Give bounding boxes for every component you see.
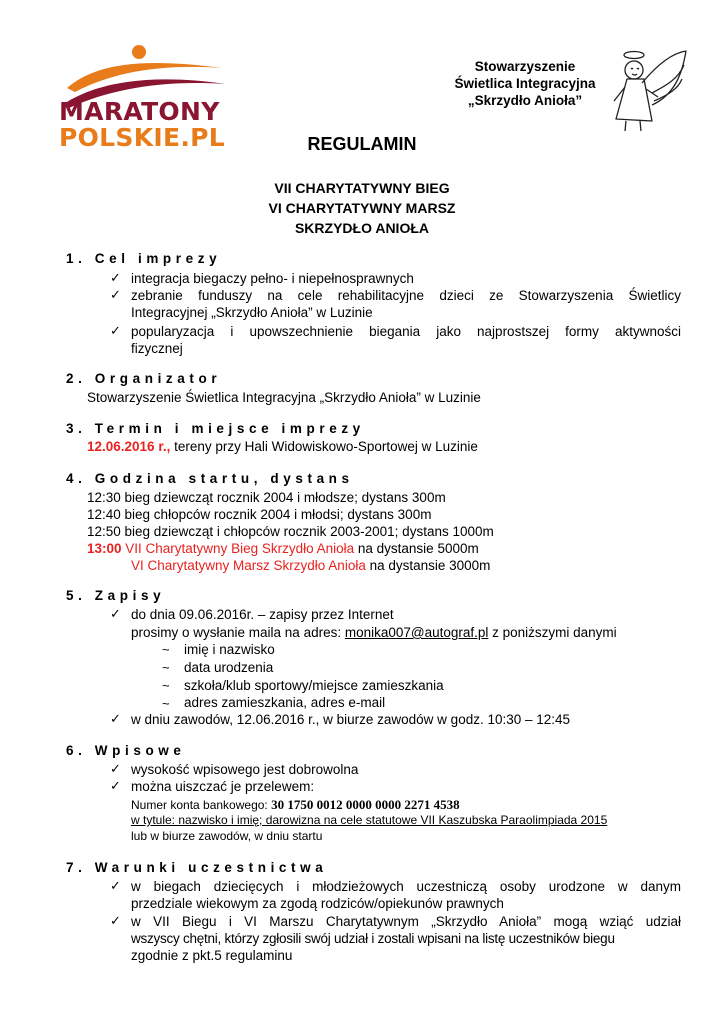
bank-account-number: 30 1750 0012 0000 0000 2271 4538 bbox=[271, 797, 460, 812]
section-heading-start-time: 4. Godzina startu, dystans bbox=[66, 471, 354, 486]
transfer-title-line bbox=[131, 812, 607, 829]
subtitle-line-1: VII CHARYTATYWNY BIEG bbox=[274, 180, 450, 196]
section-heading-conditions: 7. Warunki uczestnictwa bbox=[66, 860, 328, 875]
condition-1-line-1: w biegach dziecięcych i młodzieżowych uczestniczą osoby urodzone w danym bbox=[131, 879, 681, 894]
condition-1-line-2: przedziale wiekowym za zgodą rodziców/opiekunów prawnych bbox=[131, 896, 504, 911]
registration-on-site: w dniu zawodów, 12.06.2016 r., w biurze zawodów w godz. 10:30 – 12:45 bbox=[131, 712, 571, 727]
association-line-1: Stowarzyszenie bbox=[474, 59, 576, 74]
required-field-4: adres zamieszkania, adres e-mail bbox=[184, 695, 386, 710]
goal-item-3-line-1: popularyzacja i upowszechnienie biegania jako najprostszej formy aktywności bbox=[131, 324, 681, 339]
section-heading-organizer: 2. Organizator bbox=[66, 371, 222, 386]
required-field-1: imię i nazwisko bbox=[184, 642, 275, 657]
schedule-line-5 bbox=[131, 557, 490, 574]
event-subtitle bbox=[0, 178, 724, 238]
check-icon: ✓ bbox=[110, 778, 121, 793]
schedule-line-2: 12:40 bieg chłopców rocznik 2004 i młodsi; dystans 300m bbox=[87, 507, 432, 522]
main-run-name: VII Charytatywny Bieg Skrzydło Anioła bbox=[121, 541, 355, 556]
check-icon: ✓ bbox=[110, 287, 121, 302]
check-icon: ✓ bbox=[110, 878, 121, 893]
registration-online: do dnia 09.06.2016r. – zapisy przez Internet bbox=[131, 607, 394, 622]
email-suffix: z poniższymi danymi bbox=[488, 625, 617, 640]
check-icon: ✓ bbox=[110, 323, 121, 338]
required-field-2: data urodzenia bbox=[184, 660, 274, 675]
condition-2-line-3: zgodnie z pkt.5 regulaminu bbox=[131, 948, 293, 963]
section-heading-registration: 5. Zapisy bbox=[66, 588, 166, 603]
fee-transfer: można uiszczać je przelewem: bbox=[131, 779, 315, 794]
logo-line-1: MARATONY bbox=[59, 97, 220, 126]
email-prefix: prosimy o wysłanie maila na adres: bbox=[131, 625, 345, 640]
condition-2-line-1: w VII Biegu i VI Marszu Charytatywnym „Skrzydło Anioła” mogą wziąć udział bbox=[131, 914, 681, 929]
main-run-distance: na dystansie 5000m bbox=[354, 541, 479, 556]
email-link[interactable]: monika007@autograf.pl bbox=[344, 625, 489, 640]
condition-2-line-2: wszyscy chętni, którzy zgłosili swój udział i zostali wpisani na listę uczestników biegu bbox=[131, 931, 615, 946]
section-heading-goal: 1. Cel imprezy bbox=[66, 251, 222, 266]
date-place-line bbox=[87, 438, 478, 455]
angel-drawing-icon bbox=[612, 45, 692, 135]
goal-item-3-line-2: fizycznej bbox=[131, 341, 183, 356]
schedule-line-4 bbox=[87, 540, 479, 557]
section-heading-date-place: 3. Termin i miejsce imprezy bbox=[66, 421, 365, 436]
schedule-line-1: 12:30 bieg dziewcząt rocznik 2004 i młodsze; dystans 300m bbox=[87, 490, 446, 505]
association-line-3: „Skrzydło Anioła” bbox=[467, 93, 583, 108]
subtitle-line-3: SKRZYDŁO ANIOŁA bbox=[294, 220, 430, 236]
check-icon: ✓ bbox=[110, 606, 121, 621]
registration-email-line bbox=[131, 624, 617, 641]
logo-line-2: POLSKIE.PL bbox=[59, 123, 226, 152]
tilde-bullet-icon: ~ bbox=[162, 660, 170, 675]
goal-item-1: integracja biegaczy pełno- i niepełnosprawnych bbox=[131, 271, 414, 286]
association-name bbox=[430, 58, 620, 109]
march-distance: na dystansie 3000m bbox=[365, 558, 491, 573]
required-field-3: szkoła/klub sportowy/miejsce zamieszkania bbox=[184, 678, 444, 693]
organizer-text: Stowarzyszenie Świetlica Integracyjna „Skrzydło Anioła” w Luzinie bbox=[87, 390, 481, 405]
tilde-bullet-icon: ~ bbox=[162, 678, 170, 693]
event-date: 12.06.2016 r., bbox=[87, 439, 171, 454]
main-run-time: 13:00 bbox=[87, 541, 122, 556]
transfer-title: w tytule: nazwisko i imię; darowizna na cele statutowe VII Kaszubska Paraolimpiada 2015 bbox=[131, 813, 608, 827]
section-heading-fee: 6. Wpisowe bbox=[66, 743, 186, 758]
check-icon: ✓ bbox=[110, 761, 121, 776]
fee-office: lub w biurze zawodów, w dniu startu bbox=[131, 829, 323, 843]
goal-item-2-line-1: zebranie funduszy na cele rehabilitacyjne dzieci ze Stowarzyszenia Świetlicy bbox=[131, 288, 681, 303]
goal-item-2-line-2: Integracyjnej „Skrzydło Anioła” w Luzinie bbox=[131, 305, 373, 320]
fee-voluntary: wysokość wpisowego jest dobrowolna bbox=[131, 762, 359, 777]
schedule-line-3: 12:50 bieg dziewcząt i chłopców rocznik 2003-2001; dystans 1000m bbox=[87, 524, 494, 539]
association-line-2: Świetlica Integracyjna bbox=[454, 76, 596, 91]
subtitle-line-2: VI CHARYTATYWNY MARSZ bbox=[268, 200, 456, 216]
tilde-bullet-icon: ~ bbox=[162, 696, 170, 711]
bank-account-label: Numer konta bankowego: bbox=[131, 798, 272, 812]
check-icon: ✓ bbox=[110, 913, 121, 928]
tilde-bullet-icon: ~ bbox=[162, 642, 170, 657]
event-place: tereny przy Hali Widowiskowo-Sportowej w Luzinie bbox=[170, 439, 478, 454]
check-icon: ✓ bbox=[110, 270, 121, 285]
march-name: VI Charytatywny Marsz Skrzydło Anioła bbox=[131, 558, 366, 573]
page-title: REGULAMIN bbox=[307, 134, 417, 154]
check-icon: ✓ bbox=[110, 711, 121, 726]
